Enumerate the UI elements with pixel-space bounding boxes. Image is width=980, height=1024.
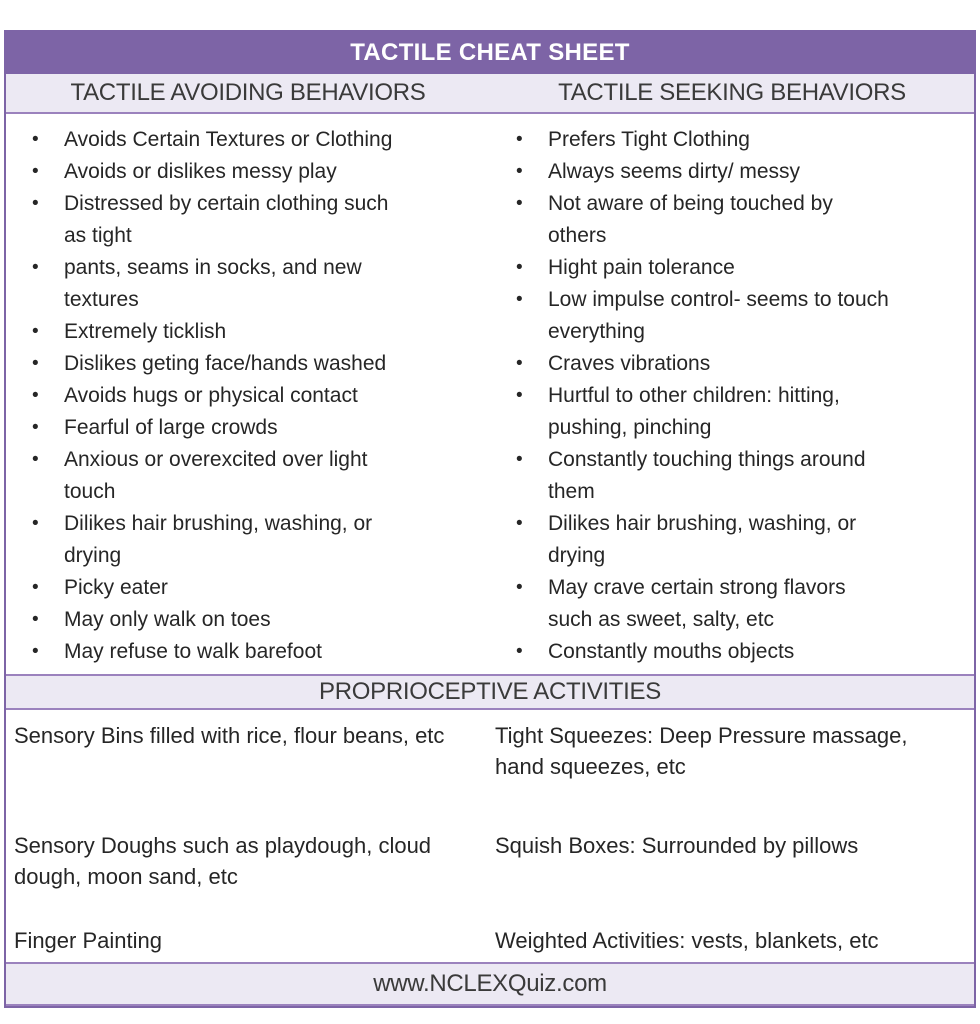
bullet-icon: • (32, 609, 39, 630)
list-item (510, 156, 890, 188)
list-item (510, 188, 890, 252)
behavior-lists (6, 114, 974, 674)
list-item-text: Prefers Tight Clothing (548, 128, 750, 151)
bullet-icon: • (516, 289, 523, 310)
list-item-text: Dislikes geting face/hands washed (64, 352, 387, 375)
list-item-text: May only walk on toes (64, 608, 271, 631)
bullet-icon: • (516, 193, 523, 214)
bullet-icon: • (32, 513, 39, 534)
list-item (26, 604, 406, 636)
list-item-text: Craves vibrations (548, 352, 711, 375)
list-item-text: pants, seams in socks, and new textures (64, 256, 362, 311)
bullet-icon: • (516, 513, 523, 534)
activity-item: Finger Painting (14, 928, 162, 953)
list-item-text: Not aware of being touched by others (548, 192, 833, 247)
list-item-text: Avoids Certain Textures or Clothing (64, 128, 393, 151)
activities-grid (6, 710, 974, 962)
list-item (510, 348, 890, 380)
bullet-icon: • (32, 353, 39, 374)
bullet-icon: • (32, 193, 39, 214)
list-item-text: Distressed by certain clothing such as tight (64, 192, 389, 247)
activities-header-band (6, 674, 974, 710)
footer-url: www.NCLEXQuiz.com (373, 970, 607, 997)
list-item (26, 348, 406, 380)
list-item-text: Picky eater (64, 576, 168, 599)
page-title: TACTILE CHEAT SHEET (350, 39, 630, 66)
list-item-text: May crave certain strong flavors such as sweet, salty, etc (548, 576, 846, 631)
bullet-icon: • (516, 449, 523, 470)
list-item (26, 380, 406, 412)
bullet-icon: • (516, 257, 523, 278)
bullet-icon: • (516, 641, 523, 662)
bullet-icon: • (516, 353, 523, 374)
activities-right-column (489, 720, 964, 956)
list-item-text: Dilikes hair brushing, washing, or drying (64, 512, 373, 567)
avoiding-behaviors-list (6, 122, 490, 668)
list-item (510, 284, 890, 348)
list-item-text: Always seems dirty/ messy (548, 160, 801, 183)
list-item-text: Extremely ticklish (64, 320, 227, 343)
activity-item: Sensory Doughs such as playdough, cloud dough, moon sand, etc (14, 833, 432, 889)
list-item (26, 572, 406, 604)
list-item-text: Hight pain tolerance (548, 256, 735, 279)
activity-item: Sensory Bins filled with rice, flour beans, etc (14, 723, 445, 748)
list-item (510, 508, 890, 572)
bullet-icon: • (516, 385, 523, 406)
title-bar (6, 32, 974, 74)
activity-item: Squish Boxes: Surrounded by pillows (495, 833, 859, 858)
bullet-icon: • (32, 385, 39, 406)
bullet-icon: • (32, 129, 39, 150)
list-item-text: Dilikes hair brushing, washing, or drying (548, 512, 857, 567)
column-headers (6, 74, 974, 114)
bullet-icon: • (32, 417, 39, 438)
list-item (26, 252, 406, 316)
seeking-behaviors-list (490, 122, 974, 668)
list-item (510, 252, 890, 284)
footer-band (6, 962, 974, 1006)
list-item-text: Hurtful to other children: hitting, pushing, pinching (548, 384, 840, 439)
list-item (26, 124, 406, 156)
list-item-text: Avoids or dislikes messy play (64, 160, 337, 183)
list-item-text: Constantly touching things around them (548, 448, 866, 503)
bullet-icon: • (32, 577, 39, 598)
list-item (510, 124, 890, 156)
list-item-text: Fearful of large crowds (64, 416, 278, 439)
list-item-text: Anxious or overexcited over light touch (64, 448, 368, 503)
list-item (26, 188, 406, 252)
list-item-text: Constantly mouths objects (548, 640, 795, 663)
list-item (26, 508, 406, 572)
list-item-text: May refuse to walk barefoot (64, 640, 322, 663)
bullet-icon: • (32, 641, 39, 662)
list-item (26, 316, 406, 348)
list-item-text: Low impulse control- seems to touch everything (548, 288, 889, 343)
seeking-behaviors-header: TACTILE SEEKING BEHAVIORS (558, 79, 906, 106)
bullet-icon: • (516, 161, 523, 182)
list-item (26, 156, 406, 188)
list-item (26, 444, 406, 508)
bullet-icon: • (32, 321, 39, 342)
bullet-icon: • (32, 161, 39, 182)
bullet-icon: • (516, 577, 523, 598)
list-item (510, 572, 890, 636)
activity-item: Weighted Activities: vests, blankets, etc (495, 928, 879, 953)
list-item (26, 636, 406, 668)
list-item (510, 380, 890, 444)
cheat-sheet (4, 30, 976, 1008)
list-item (510, 444, 890, 508)
list-item (26, 412, 406, 444)
activities-left-column (14, 720, 489, 956)
list-item (510, 636, 890, 668)
bullet-icon: • (32, 257, 39, 278)
list-item-text: Avoids hugs or physical contact (64, 384, 358, 407)
bullet-icon: • (516, 129, 523, 150)
activity-item: Tight Squeezes: Deep Pressure massage, hand squeezes, etc (495, 723, 908, 779)
bullet-icon: • (32, 449, 39, 470)
activities-header: PROPRIOCEPTIVE ACTIVITIES (319, 678, 661, 705)
avoiding-behaviors-header: TACTILE AVOIDING BEHAVIORS (70, 79, 426, 106)
